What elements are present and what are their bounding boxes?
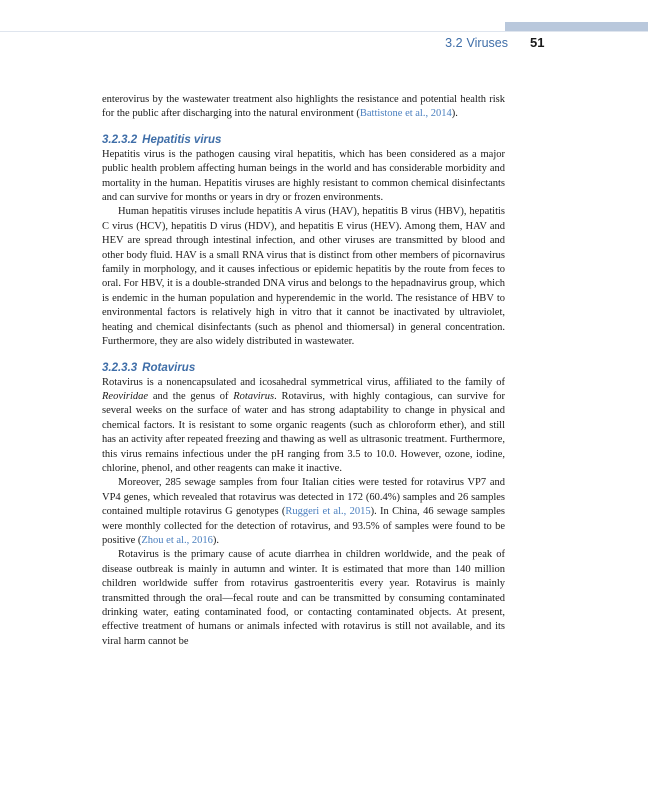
- text-run: Moreover, 285 sewage samples from four Italian cities were tested for rotavirus VP7 and VP4 genes, which revealed that rotavirus was detected in 172 (60.4%) samples and 26 samples contained multiple rotavirus G genotypes (: [102, 477, 505, 518]
- running-head-section-title: Viruses: [466, 36, 508, 50]
- running-head-section-number: 3.2: [445, 36, 463, 50]
- text-run: Rotavirus is a nonencapsulated and icosahedral symmetrical virus, affiliated to the family of: [102, 376, 505, 388]
- hepatitis-paragraph-1: Hepatitis virus is the pathogen causing viral hepatitis, which has been considered as a major public health problem affecting human beings in the world and has considerable morbidity and mortality in the human. Hepatitis viruses are highly resistant to common chemical disinfectants and can survive for months or years in dry or frozen environments.: [102, 148, 505, 204]
- heading-title: Rotavirus: [142, 361, 196, 374]
- rotavirus-paragraph-1: [102, 376, 505, 477]
- intro-paragraph: [102, 93, 505, 122]
- header-rule: [0, 31, 648, 32]
- heading-rotavirus: [102, 361, 505, 376]
- heading-number: 3.2.3.2: [102, 133, 138, 146]
- hepatitis-paragraph-2: Human hepatitis viruses include hepatitis A virus (HAV), hepatitis B virus (HBV), hepatitis C virus (HCV), hepatitis D virus (HDV), and hepatitis E virus (HEV). Among them, HAV and HEV are spread through intestinal infection, and other viruses are transmitted by blood and other body fluid. HAV is a small RNA virus that is distinct from other members of picornavirus family in morphology, and it causes infectious or epidemic hepatitis by the route from feces to oral. For HBV, it is a double-stranded DNA virus and belongs to the hepadnavirus group, which is endemic in the human population and hyperendemic in the world. The resistance of HBV to environmental factors is relatively high in vitro that it cannot be inactivated by ultraviolet, heating and chemical disinfectants (such as phenol and thiomersal) in general concentration. Furthermore, they are also widely distributed in wastewater.: [102, 206, 505, 348]
- citation-link[interactable]: Battistone et al., 2014: [359, 108, 452, 120]
- text-run: . Rotavirus, with highly contagious, can survive for several weeks on the surface of water and has strong adaptability to change in physical and chemical factors. It is resistant to some organic reagents (such as chloroform ether), and still has an activity after repeated freezing and thawing as well as ultrasonic treatment. Furthermore, this virus remains infectious under the pH ranging from 3.5 to 10.0. However, ozone, iodine, chlorine, phenol, and other reagents can make it inactive.: [102, 390, 505, 474]
- genus-name: Rotavirus: [233, 390, 275, 402]
- text-run: ). In China, 46 sewage samples were monthly collected for the detection of rotavirus, and 93.5% of samples were found to be positive (: [102, 506, 505, 546]
- rotavirus-paragraph-3: Rotavirus is the primary cause of acute diarrhea in children worldwide, and the peak of disease outbreak is mainly in autumn and winter. It is estimated that more than 140 million children worldwide suffer from rotavirus gastroenteritis every year. Rotavirus is mainly transmitted through the oral—fecal route and can be transmitted by consuming contaminated drinking water, eating contaminated food, or contacting contaminated objects. At present, effective treatment of humans or animals infected with rotavirus is still not available, and its viral harm cannot be: [102, 549, 505, 647]
- running-head: [420, 36, 508, 50]
- header-accent-bar: [505, 22, 648, 31]
- text-run: and the genus of: [148, 390, 234, 402]
- family-name: Reoviridae: [102, 390, 149, 402]
- intro-end: ).: [451, 108, 458, 120]
- heading-number: 3.2.3.3: [102, 361, 138, 374]
- rotavirus-paragraph-2: [102, 476, 505, 548]
- heading-hepatitis-virus: [102, 133, 505, 148]
- text-run: ).: [212, 534, 219, 546]
- heading-title: Hepatitis virus: [142, 133, 222, 146]
- citation-link[interactable]: Zhou et al., 2016: [141, 534, 213, 546]
- body-text: [102, 93, 505, 649]
- page-number: 51: [530, 35, 545, 50]
- citation-link[interactable]: Ruggeri et al., 2015: [285, 506, 371, 518]
- intro-text: enterovirus by the wastewater treatment also highlights the resistance and potential health risk for the public after discharging into the natural environment (: [102, 94, 505, 120]
